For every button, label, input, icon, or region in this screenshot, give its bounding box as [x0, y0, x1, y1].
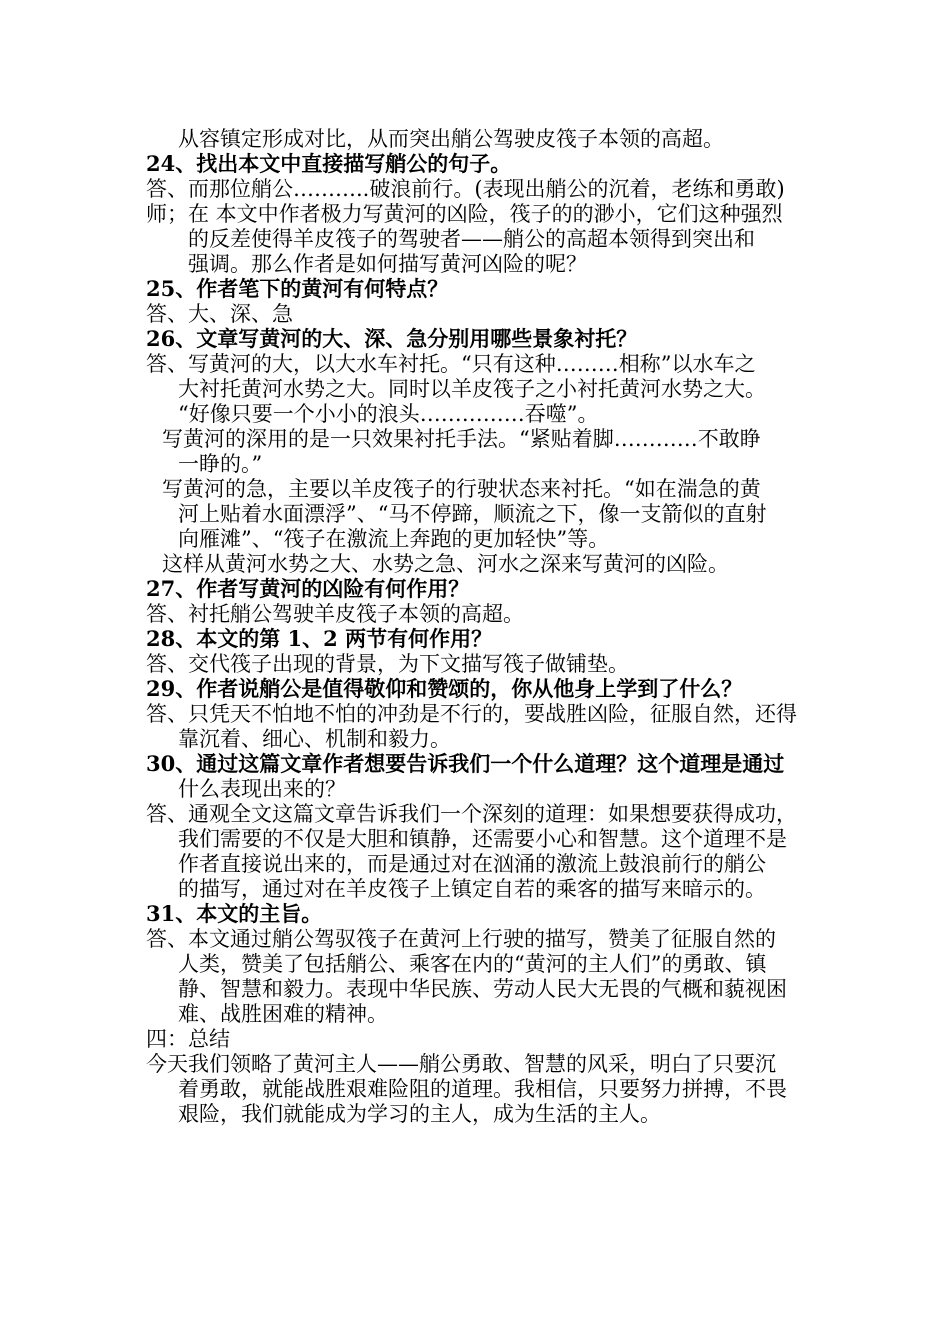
text-line: 我们需要的不仅是大胆和镇静，还需要小心和智慧。这个道理不是 [178, 827, 787, 851]
question-29: 29、作者说艄公是值得敬仰和赞颂的，你从他身上学到了什么？ [146, 676, 743, 701]
text-line: “好像只要一个小小的浪头……………吞噬”。 [178, 402, 599, 426]
section-heading: 四：总结 [146, 1027, 230, 1051]
text-line: 靠沉着、细心、机制和毅力。 [178, 727, 451, 751]
text-line: 河上贴着水面漂浮”、“马不停蹄，顺流之下，像一支箭似的直射 [178, 502, 767, 526]
answer-line: 答、通观全文这篇文章告诉我们一个深刻的道理：如果想要获得成功， [146, 802, 797, 826]
text-line: 的描写，通过对在羊皮筏子上镇定自若的乘客的描写来暗示的。 [178, 877, 766, 901]
teacher-line: 师；在 本文中作者极力写黄河的凶险，筏子的的渺小，它们这种强烈 [146, 202, 783, 226]
question-26: 26、文章写黄河的大、深、急分别用哪些景象衬托？ [146, 326, 638, 351]
question-25: 25、作者笔下的黄河有何特点？ [146, 276, 449, 301]
answer-line: 答、交代筏子出现的背景，为下文描写筏子做铺垫。 [146, 652, 629, 676]
text-line: 作者直接说出来的，而是通过对在汹涌的激流上鼓浪前行的艄公 [178, 852, 766, 876]
answer-line: 答、写黄河的大，以大水车衬托。“只有这种………相称”以水车之 [146, 352, 756, 376]
question-27: 27、作者写黄河的凶险有何作用？ [146, 576, 470, 601]
summary-line: 今天我们领略了黄河主人——艄公勇敢、智慧的风采，明白了只要沉 [146, 1052, 776, 1076]
text-line: 着勇敢，就能战胜艰难险阻的道理。我相信，只要努力拼搏，不畏 [178, 1077, 787, 1101]
answer-line: 答、而那位艄公………..破浪前行。(表现出艄公的沉着，老练和勇敢) [146, 177, 785, 201]
text-line: 的反差使得羊皮筏子的驾驶者——艄公的高超本领得到突出和 [188, 227, 755, 251]
answer-line: 答、本文通过艄公驾驭筏子在黄河上行驶的描写，赞美了征服自然的 [146, 927, 776, 951]
question-31: 31、本文的主旨。 [146, 901, 323, 926]
question-24: 24、找出本文中直接描写艄公的句子。 [146, 151, 512, 176]
text-line: 强调。那么作者是如何描写黄河凶险的呢？ [188, 252, 587, 276]
question-30: 30、通过这篇文章作者想要告诉我们一个什么道理？这个道理是通过 [146, 751, 785, 776]
text-line: 大衬托黄河水势之大。同时以羊皮筏子之小衬托黄河水势之大。 [178, 377, 766, 401]
answer-line: 答、衬托艄公驾驶羊皮筏子本领的高超。 [146, 602, 524, 626]
text-line: 难、战胜困难的精神。 [178, 1002, 388, 1026]
text-line: 写黄河的深用的是一只效果衬托手法。“紧贴着脚…………不敢睁 [162, 427, 761, 451]
text-line: 向雁滩”、“筏子在激流上奔跑的更加轻快”等。 [178, 527, 610, 551]
question-28: 28、本文的第 1、2 两节有何作用？ [146, 626, 493, 651]
text-line: 从容镇定形成对比，从而突出艄公驾驶皮筏子本领的高超。 [178, 127, 724, 151]
answer-line: 答、大、深、急 [146, 302, 293, 326]
text-line: 静、智慧和毅力。表现中华民族、劳动人民大无畏的气概和藐视困 [178, 977, 787, 1001]
text-line: 一睁的。” [178, 452, 263, 476]
text-line: 这样从黄河水势之大、水势之急、河水之深来写黄河的凶险。 [162, 552, 729, 576]
text-line: 写黄河的急，主要以羊皮筏子的行驶状态来衬托。“如在湍急的黄 [162, 477, 761, 501]
text-line: 什么表现出来的？ [178, 777, 346, 801]
answer-line: 答、只凭天不怕地不怕的冲劲是不行的，要战胜凶险，征服自然，还得 [146, 702, 797, 726]
text-line: 人类，赞美了包括艄公、乘客在内的“黄河的主人们”的勇敢、镇 [178, 952, 767, 976]
text-line: 艰险，我们就能成为学习的主人，成为生活的主人。 [178, 1102, 661, 1126]
